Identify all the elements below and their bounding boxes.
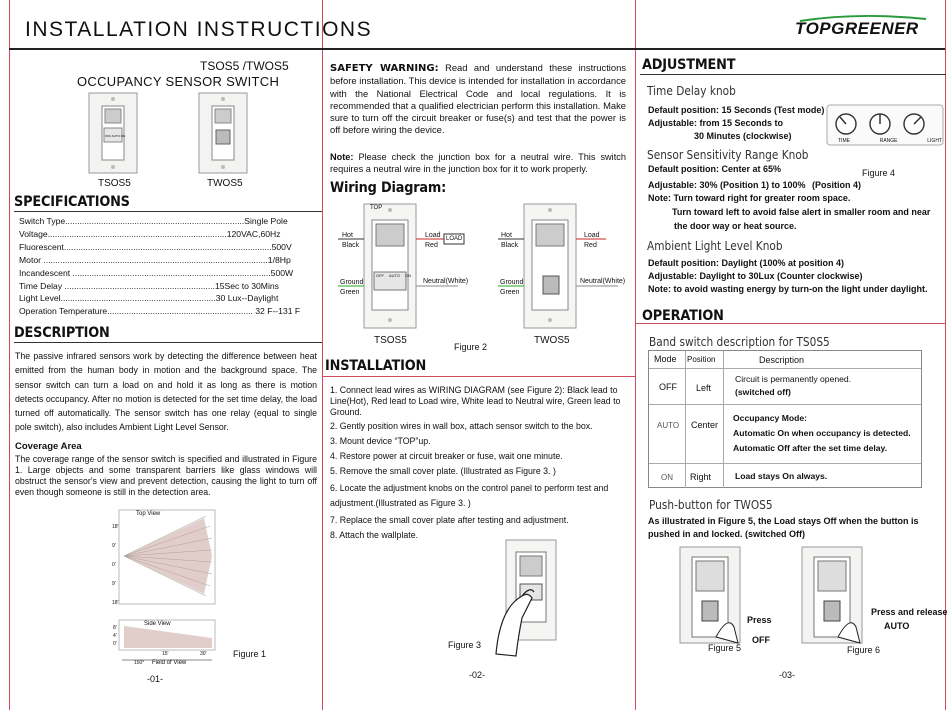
load-label: Load: [584, 232, 600, 239]
fig1-y-tick: 9': [112, 581, 116, 587]
install-step: 5. Remove the small cover plate. (Illustrated as Figure 3. ): [330, 466, 556, 476]
hot-label: Hot: [501, 232, 512, 239]
twos5-switch-image: [198, 92, 248, 174]
install-step: 2. Gently position wires in wall box, attach sensor switch to the box.: [330, 421, 593, 431]
push-button-text: [648, 515, 919, 541]
mode-auto: AUTO: [389, 273, 401, 278]
row-off-desc: [735, 373, 851, 399]
fig6-auto: AUTO: [884, 621, 910, 631]
fig5-off: OFF: [752, 635, 770, 645]
time-knob-icon: [836, 114, 856, 134]
figure5-caption: Figure 5: [708, 643, 742, 653]
spec-row: Switch Type...........................................................................Single Pole: [19, 216, 288, 226]
range-text: [648, 163, 930, 234]
band-switch-title: Band switch description for TS0S5: [649, 335, 830, 349]
black-label: Black: [501, 242, 519, 249]
wiring-hot-black-2: [501, 231, 518, 251]
row-on-position: Right: [690, 472, 712, 482]
adjustment-heading: ADJUSTMENT: [642, 57, 736, 73]
spec-row: Operation Temperature............................................................. 32 F--131 F: [19, 306, 301, 317]
wiring-top-label: TOP: [370, 205, 383, 211]
product-name: OCCUPANCY SENSOR SWITCH: [77, 74, 280, 89]
svg-text:OFF AUTO ON: OFF AUTO ON: [105, 134, 126, 138]
coverage-text: The coverage range of the sensor switch is specified and illustrated in Figure 1. Large objects and some transparent barriers like glass windows will obstruct the sensor's view and prevent detection, causing the light to turn off even though someone is still in the detection area.: [15, 454, 317, 497]
figure1-caption: Figure 1: [233, 649, 267, 659]
row-auto-position: Center: [691, 420, 719, 430]
spec-list: [19, 215, 317, 318]
wiring-hot-black: [342, 231, 359, 251]
safety-warning-label: SAFETY WARNING:: [330, 63, 439, 74]
safety-warning: [330, 62, 626, 137]
frame-divider-2: [635, 0, 636, 710]
row-auto-mode: AUTO: [657, 421, 680, 430]
header-rule: [9, 48, 945, 50]
figure3-caption: Figure 3: [448, 640, 482, 650]
mode-off: OFF: [376, 273, 384, 278]
range-line: Note: Turn toward right for greater room space.: [648, 193, 851, 204]
time-delay-line: Default position: 15 Seconds (Test mode): [648, 105, 825, 115]
knob-label-time: TIME: [838, 138, 850, 144]
neutral-note: [330, 151, 626, 175]
push-line: As illustrated in Figure 5, the Load stays Off when the button is: [648, 516, 919, 526]
fig1-field-label: Field of View: [152, 660, 187, 666]
ground-label: Ground: [340, 279, 364, 286]
description-text: The passive infrared sensors work by detecting the difference between heat emitted from the human body in motion and the background space. The sensor switch can turn a load on and hold it as long as there is motion detects occupancy. After no motion is detected for the set time delay, the load turned off automatically. The sensor switch has one relay (equal to single pole switch), also includes Ambient Light Level Sensor.: [15, 351, 317, 433]
wiring-ground-green-2: [500, 278, 523, 298]
fig6-press-release: Press and release: [871, 607, 948, 617]
time-delay-title: Time Delay knob: [647, 84, 736, 98]
model-line: TSOS5 /TWOS5: [200, 59, 289, 73]
adj-rule: [640, 74, 946, 75]
installation-heading: INSTALLATION: [325, 358, 427, 374]
light-line: Note: to avoid wasting energy by turn-on the light under daylight.: [648, 284, 928, 294]
safety-warning-text: Read and understand these instructions before installation. This device is intended for installation in accordance with the National Electrical Code and local regulations. It is recommended that a qualified electrician perform this installation. Make sure to turn off the circuit breaker or fuse(s) and test that the power is off before wiring the device.: [330, 62, 627, 136]
figure1-coverage-diagram: [106, 508, 216, 670]
time-delay-text: [648, 104, 824, 143]
row-on-mode: ON: [661, 473, 673, 482]
light-text: [648, 257, 928, 296]
spec-row: Motor ..............................................................................................1/8Hp: [19, 254, 291, 265]
mode-labels: [376, 273, 411, 278]
range-line: Adjustable: 30% (Position 1) to 100%: [648, 179, 806, 190]
tsos5-switch-image: [88, 92, 138, 174]
frame-divider-1: [322, 0, 323, 710]
fig1-y-tick: 18': [112, 524, 119, 530]
band-switch-table: [648, 350, 922, 488]
tsos5-label: TSOS5: [98, 178, 131, 189]
desc-line: Occupancy Mode:: [733, 413, 808, 423]
spec-rule: [14, 211, 322, 212]
neutral-label: Neutral(White): [423, 278, 469, 285]
time-delay-line: 30 Minutes (clockwise): [694, 131, 792, 141]
figure4-caption: Figure 4: [862, 168, 896, 178]
install-step: 8. Attach the wallplate.: [330, 530, 419, 540]
push-button-title: Push-button for TWOS5: [649, 498, 773, 512]
tsos5-wiring-label: TSOS5: [374, 335, 407, 346]
figure6-caption: Figure 6: [847, 645, 881, 655]
operation-heading: OPERATION: [642, 308, 724, 324]
page-title: INSTALLATION INSTRUCTIONS: [25, 18, 373, 41]
specifications-heading: SPECIFICATIONS: [14, 194, 130, 210]
figure3-hand-illustration: [492, 538, 572, 658]
desc-rule: [14, 342, 322, 343]
page-number-3: -03-: [778, 670, 795, 680]
fig1-top-view: Top View: [136, 511, 161, 517]
fig1-x-tick: 15': [162, 651, 169, 657]
page-number-2: -02-: [468, 670, 485, 680]
ground-label: Ground: [500, 279, 524, 286]
frame-right-line: [945, 0, 946, 710]
row-auto-desc: [733, 411, 911, 456]
th-mode: Mode: [654, 354, 677, 364]
wiring-diagram-heading: Wiring Diagram:: [330, 180, 447, 196]
coverage-heading: Coverage Area: [15, 441, 82, 452]
row-on-desc: Load stays On always.: [735, 471, 828, 481]
range-line: Default position: Center at 65%: [648, 164, 782, 174]
hot-label: Hot: [342, 232, 353, 239]
note-label: Note:: [330, 152, 354, 162]
fig1-y-ticks: [112, 518, 119, 613]
wiring-load-red-2: [584, 231, 600, 251]
load-box-label: LOAD: [446, 236, 463, 242]
fig1-side-tick: 4': [113, 633, 117, 639]
range-line: Turn toward left to avoid false alert in smaller room and near: [672, 207, 931, 218]
fig1-x-tick: 30': [200, 651, 207, 657]
figure2-caption: Figure 2: [454, 342, 488, 352]
fig1-y-tick: 18': [112, 600, 119, 606]
knob-label-light: LIGHT: [927, 138, 942, 144]
th-description: Description: [759, 355, 805, 365]
mode-on: ON: [405, 273, 412, 278]
light-knob-icon: [904, 114, 924, 134]
install-step: 6. Locate the adjustment knobs on the control panel to perform test and adjustment.(Illustrated as Figure 3. ): [330, 483, 609, 508]
range-knob-icon: [870, 114, 890, 134]
fig1-side-tick: 8': [113, 625, 117, 631]
desc-line: (switched off): [735, 387, 791, 397]
install-step: 7. Replace the small cover plate after testing and adjustment.: [330, 515, 569, 525]
th-position: Position: [687, 355, 716, 364]
install-step: 1. Connect lead wires as WIRING DIAGRAM (see Figure 2): Black lead to Line(Hot), Red lead to Load wire, White lead to Neutral wire, Green lead to Ground.: [330, 385, 621, 417]
neutral-label-2: Neutral(White): [580, 278, 626, 285]
spec-row: Fluorescent.......................................................................................500V: [19, 241, 292, 252]
spec-row: Incandescent ...................................................................................500W: [19, 267, 294, 278]
knob-label-range: RANGE: [879, 138, 898, 144]
desc-line: Circuit is permanently opened.: [735, 374, 852, 384]
figure2-wiring-diagram: [338, 200, 628, 332]
row-off-position: Left: [696, 383, 712, 393]
fig1-side-tick: 0': [113, 641, 117, 647]
install-steps: [330, 385, 626, 541]
range-title: Sensor Sensitivity Range Knob: [647, 148, 809, 162]
range-line: the door way or heat source.: [674, 220, 797, 231]
row-off-mode: OFF: [659, 382, 677, 392]
light-title: Ambient Light Level Knob: [647, 239, 783, 253]
light-line: Default position: Daylight (100% at position 4): [648, 258, 845, 268]
knob-labels: [838, 138, 942, 144]
description-heading: DESCRIPTION: [14, 325, 110, 341]
frame-left-line: [9, 0, 10, 710]
figure6-switch-released: [798, 545, 878, 645]
red-label: Red: [584, 242, 597, 249]
black-label: Black: [342, 242, 360, 249]
fig1-y-tick: 0': [112, 562, 116, 568]
twos5-label: TWOS5: [207, 178, 243, 189]
range-line: (Position 4): [812, 179, 862, 190]
brand-logo: TOPGREENER: [795, 19, 919, 38]
load-label: Load: [425, 232, 441, 239]
fig1-side-view: Side View: [144, 621, 171, 627]
tsos5-wiring: [338, 204, 464, 328]
wiring-ground-green: [340, 278, 363, 298]
fig1-angle: 150°: [134, 660, 145, 666]
fig1-y-tick: 9': [112, 543, 116, 549]
install-step: 4. Restore power at circuit breaker or fuse, wait one minute.: [330, 451, 563, 461]
figure5-switch-pressed: [676, 545, 756, 645]
green-label: Green: [500, 289, 520, 296]
spec-row: Light Level.................................................................30 Lux--Daylight: [19, 293, 279, 304]
spec-row: Time Delay ...............................................................15Sec to 30Mins: [19, 280, 279, 291]
col2-divider: [322, 376, 635, 377]
light-line: Adjustable: Daylight to 30Lux (Counter clockwise): [648, 271, 863, 281]
wiring-load-red: [425, 231, 441, 251]
twos5-wiring: [498, 204, 618, 328]
spec-row: Voltage...........................................................................120VAC,60Hz: [19, 228, 281, 239]
note-text: Please check the junction box for a neutral wire. This switch requires a neutral wire in the junction box for it to work properly.: [330, 152, 626, 174]
time-delay-line: Adjustable: from 15 Seconds to: [648, 118, 784, 128]
red-label: Red: [425, 242, 438, 249]
push-line: pushed in and locked. (switched Off): [648, 529, 806, 539]
desc-line: Automatic Off after the set time delay.: [733, 443, 888, 453]
install-step: 3. Mount device “TOP”up.: [330, 436, 431, 446]
brand-swoosh-icon: [798, 14, 928, 22]
page-number-1: -01-: [146, 674, 163, 684]
fig1-side-ticks: [113, 624, 117, 648]
fig5-press: Press: [747, 615, 772, 625]
desc-line: Automatic On when occupancy is detected.: [733, 428, 911, 438]
green-label: Green: [340, 289, 360, 296]
twos5-wiring-label: TWOS5: [534, 335, 570, 346]
